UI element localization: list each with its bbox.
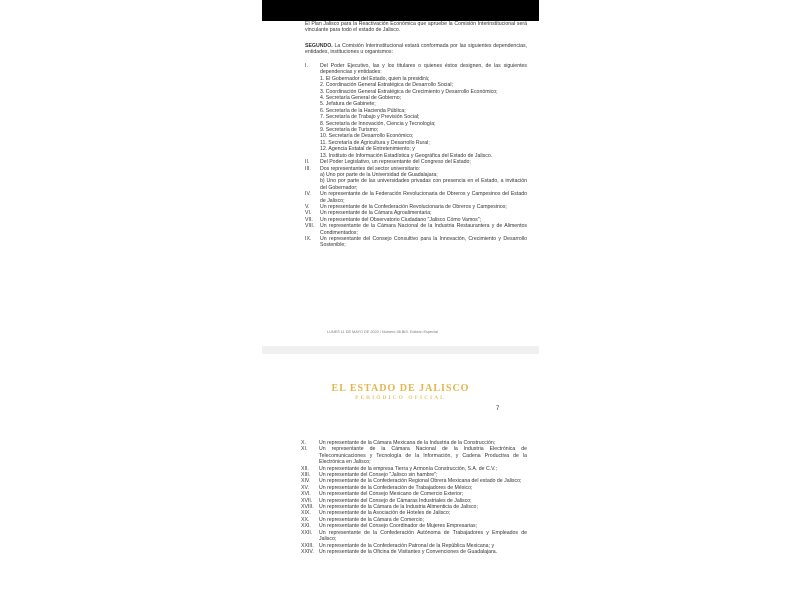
item-text: Un representante de la Confederación Revolucionaria de Obreros y Campesinos; bbox=[320, 203, 507, 210]
list-item-iii bbox=[305, 166, 527, 172]
executive-sub-list bbox=[305, 76, 527, 159]
item-text: Un representante de la Cámara Mexicana de la Industria de la Construcción; bbox=[319, 440, 496, 446]
item-number: VI. bbox=[305, 210, 312, 217]
item-text: Dos representantes del sector universitario: bbox=[320, 165, 421, 172]
page-number: 7 bbox=[496, 406, 500, 412]
item-text: Del Poder Ejecutivo, las y los titulares o quienes éstos designen, de las siguientes dependencias y entidades: bbox=[320, 63, 527, 76]
item-number: XIV. bbox=[301, 478, 311, 485]
university-sub-list bbox=[305, 172, 527, 191]
item-number: XXIII. bbox=[301, 542, 314, 549]
page-footer: LUNES 11 DE MAYO DE 2020 / Número 38 BIS. Edición Especial bbox=[327, 330, 438, 334]
item-text: Un representante de la Confederación Patronal de la República Mexicana; y bbox=[319, 542, 495, 549]
document-page-1 bbox=[262, 21, 539, 346]
item-text: Un representante de la Confederación Autónoma de Trabajadores y Empleados de Jalisco; bbox=[319, 529, 527, 543]
sub-list-item: 11. Secretaría de Agricultura y Desarrollo Rural; bbox=[320, 139, 430, 146]
document-page-2 bbox=[262, 354, 539, 600]
item-number: IV. bbox=[305, 191, 311, 198]
item-number: XXIV. bbox=[301, 548, 314, 555]
page-separator bbox=[262, 346, 539, 354]
item-number: VIII. bbox=[305, 223, 315, 230]
item-number: XVIII. bbox=[301, 504, 314, 511]
segundo-paragraph bbox=[305, 43, 527, 56]
item-number: XXII. bbox=[301, 529, 313, 536]
intro-paragraph: El Plan Jalisco para la Reactivación Económica que apruebe la Comisión Interinstitucional será vinculante para todo el estado de Jalisco. bbox=[305, 21, 527, 34]
sub-list-item: 8. Secretaría de Innovación, Ciencia y Tecnología; bbox=[320, 120, 436, 127]
list-item bbox=[301, 530, 527, 543]
item-number: XVI. bbox=[301, 491, 311, 498]
sub-list-item: 9. Secretaría de Turismo; bbox=[320, 127, 379, 134]
item-text: Un representante de la Cámara Nacional de la Industria Restaurantera y de Alimentos Condimentados; bbox=[320, 223, 527, 236]
item-number: XIX. bbox=[301, 510, 311, 517]
list-item bbox=[305, 236, 527, 249]
sub-list-item: 12. Agencia Estatal de Entretenimiento; y bbox=[320, 146, 415, 153]
segundo-text: La Comisión Interinstitucional estará conformada por las siguientes dependencias, entidades, instituciones u organismos: bbox=[305, 43, 527, 56]
item-number: II. bbox=[305, 159, 310, 166]
masthead-subtitle: PERIÓDICO OFICIAL bbox=[355, 395, 446, 401]
list-item bbox=[305, 191, 527, 204]
item-number: X. bbox=[301, 440, 306, 446]
item-text: Un representante de la Cámara de Comercio; bbox=[319, 516, 424, 523]
item-number: I. bbox=[305, 63, 308, 69]
item-text: Un representante de la Oficina de Visitantes y Convenciones de Guadalajara. bbox=[319, 548, 498, 555]
item-number: XI. bbox=[301, 446, 308, 453]
item-number: XIII. bbox=[301, 472, 311, 479]
item-number: XV. bbox=[301, 484, 309, 491]
list-item bbox=[301, 446, 527, 465]
sub-list-item: 10. Secretaría de Desarrollo Económico; bbox=[320, 133, 414, 140]
list-item-i bbox=[305, 63, 527, 76]
item-text: Un representante de la Confederación Regional Obrera Mexicana del estado de Jalisco; bbox=[319, 478, 522, 485]
item-number: XVII. bbox=[301, 497, 313, 504]
sub-list-item: 5. Jefatura de Gabinete; bbox=[320, 101, 376, 108]
item-number: III. bbox=[305, 165, 311, 172]
item-text: Un representante de la Cámara de la Industria Alimenticia de Jalisco; bbox=[319, 504, 478, 511]
item-text: Un representante de la Cámara Nacional de la Industria Electrónica de Telecomunicaciones y Tecnología de la Información, y Cadena Productiva de la Electrónica en Jalisco; bbox=[319, 446, 527, 466]
item-text: Un representante del Consejo Consultivo para la Innovación, Crecimiento y Desarrollo Sostenible; bbox=[320, 235, 527, 249]
item-number: V. bbox=[305, 203, 310, 210]
item-text: Un representante del Consejo Mexicano de Comercio Exterior; bbox=[319, 491, 464, 498]
masthead-title: EL ESTADO DE JALISCO bbox=[331, 383, 470, 394]
sub-list-item: a) Uno por parte de la Universidad de Guadalajara; bbox=[320, 171, 438, 178]
item-text: Un representante del Consejo "Jalisco sin hambre"; bbox=[319, 472, 438, 479]
item-number: IX. bbox=[305, 235, 312, 242]
item-text: Un representante de la Federación Revolucionaria de Obreros y Campesinos del Estado de Jalisco; bbox=[320, 191, 527, 204]
sub-list-item: 4. Secretaría General de Gobierno; bbox=[320, 95, 402, 102]
item-text: Un representante de la Asociación de Hoteles de Jalisco; bbox=[319, 510, 451, 517]
sub-list-item: 7. Secretaría de Trabajo y Previsión Social; bbox=[320, 114, 420, 121]
sub-list-item: b) Uno por parte de las universidades privadas con presencia en el Estado, a invitación del Gobernador; bbox=[320, 178, 527, 191]
item-text: Un representante del Observatorio Ciudadano "Jalisco Cómo Vamos"; bbox=[320, 216, 482, 223]
item-text: Un representante del Consejo de Cámaras Industriales de Jalisco; bbox=[319, 497, 472, 504]
item-text: Un representante de la Confederación de Trabajadores de México; bbox=[319, 484, 473, 491]
item-text: Un representante del Consejo Coordinador de Mujeres Empresarias; bbox=[319, 523, 478, 530]
commission-list-page-1 bbox=[305, 63, 527, 249]
sub-list-item: 6. Secretaría de la Hacienda Pública; bbox=[320, 107, 406, 114]
list-item bbox=[301, 549, 527, 555]
segundo-label: SEGUNDO. bbox=[305, 43, 333, 49]
item-number: VII. bbox=[305, 216, 313, 223]
list-item bbox=[305, 223, 527, 236]
item-number: XII. bbox=[301, 465, 309, 472]
sub-list-item: 3. Coordinación General Estratégica de Crecimiento y Desarrollo Económico; bbox=[320, 88, 498, 95]
viewer-top-bar bbox=[262, 0, 539, 21]
item-number: XXI. bbox=[301, 523, 311, 530]
sub-list-item: 1. El Gobernador del Estado, quien la presidirá; bbox=[320, 75, 430, 82]
commission-list-page-2 bbox=[301, 440, 527, 555]
remaining-items bbox=[305, 191, 527, 249]
item-number: XX. bbox=[301, 516, 310, 523]
item-text: Un representante de la Cámara Agroalimentaria; bbox=[320, 210, 432, 217]
item-text: Un representante de la empresa Tierra y Armonía Construcción, S.A. de C.V.; bbox=[319, 465, 497, 472]
sub-list-item: 13. Instituto de Información Estadística y Geográfica del Estado de Jalisco. bbox=[320, 152, 493, 159]
item-text: Del Poder Legislativo, un representante del Congreso del Estado; bbox=[320, 159, 471, 166]
sub-list-item: 2. Coordinación General Estratégica de Desarrollo Social; bbox=[320, 82, 453, 89]
